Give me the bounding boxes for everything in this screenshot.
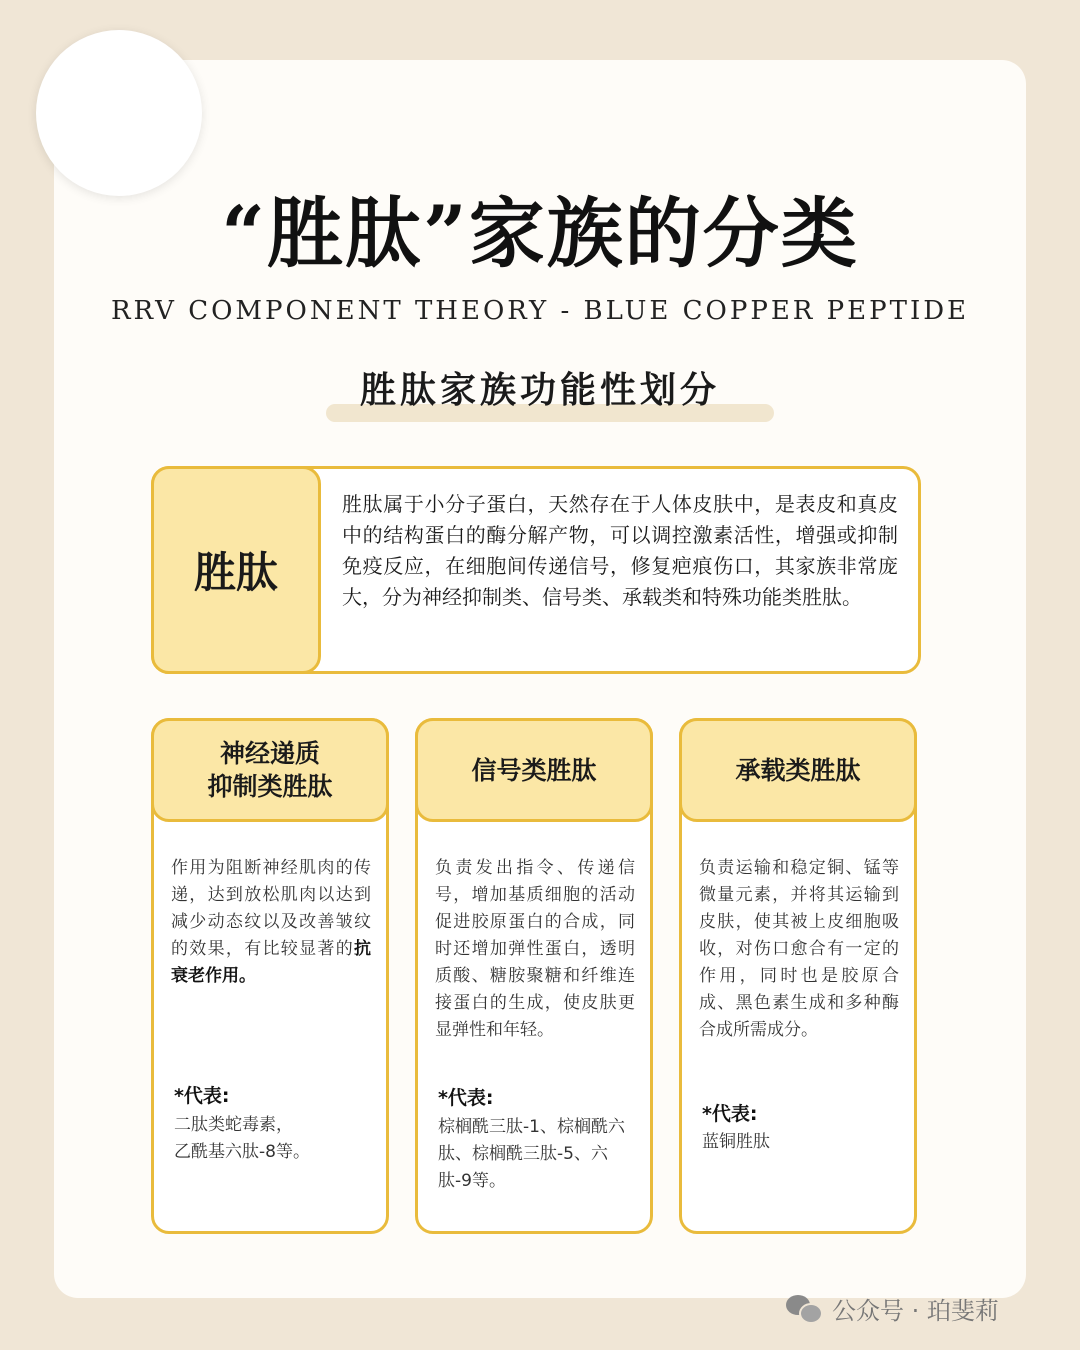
card-title: 信号类胜肽 bbox=[415, 718, 653, 822]
section-heading: 胜肽家族功能性划分 bbox=[359, 369, 720, 411]
card-signal bbox=[415, 718, 653, 1234]
card-title: 承载类胜肽 bbox=[679, 718, 917, 822]
wechat-icon bbox=[786, 1293, 822, 1323]
card-description: 负责发出指令、传递信号，增加基质细胞的活动促进胶原蛋白的合成，同时还增加弹性蛋白，透明质酸、糖胺聚糖和纤维连接蛋白的生成，使皮肤更显弹性和年轻。 bbox=[435, 858, 635, 1040]
card-title: 神经递质 抑制类胜肽 bbox=[151, 718, 389, 822]
representative-value: 蓝铜胜肽 bbox=[702, 1132, 770, 1152]
representative-label: *代表: bbox=[174, 1085, 230, 1107]
watermark bbox=[786, 1290, 999, 1326]
intro-text: 胜肽属于小分子蛋白，天然存在于人体皮肤中，是表皮和真皮中的结构蛋白的酶分解产物，可以调控激素活性，增强或抑制免疫反应，在细胞间传递信号，修复疤痕伤口，其家族非常庞大，分为神经抑制类、信号类、承载类和特殊功能类胜肽。 bbox=[342, 492, 898, 609]
intro-label: 胜肽 bbox=[151, 466, 321, 674]
decorative-circle bbox=[36, 30, 202, 196]
card-description: 负责运输和稳定铜、锰等微量元素，并将其运输到皮肤，使其被上皮细胞吸收，对伤口愈合有一定的作用，同时也是胶原合成、黑色素生成和多种酶合成所需成分。 bbox=[699, 858, 899, 1040]
card-description-bold: 抗衰老作用。 bbox=[171, 939, 371, 986]
representative-value: 棕榈酰三肽-1、棕榈酰六肽、棕榈酰三肽-5、六肽-9等。 bbox=[438, 1117, 625, 1191]
card-neurotransmitter bbox=[151, 718, 389, 1234]
page-title: “胜肽”家族的分类 bbox=[221, 189, 859, 278]
page-subtitle: RRV COMPONENT THEORY - BLUE COPPER PEPTIDE bbox=[110, 296, 970, 326]
card-carrier bbox=[679, 718, 917, 1234]
representative-label: *代表: bbox=[702, 1103, 758, 1125]
representative-label: *代表: bbox=[438, 1087, 494, 1109]
watermark-text: 公众号 · 珀斐莉 bbox=[832, 1296, 999, 1325]
card-description: 作用为阻断神经肌肉的传递，达到放松肌肉以达到减少动态纹以及改善皱纹的效果，有比较显著的抗衰老作用。 bbox=[171, 858, 371, 986]
representative-value: 二肽类蛇毒素， 乙酰基六肽-8等。 bbox=[174, 1115, 310, 1162]
